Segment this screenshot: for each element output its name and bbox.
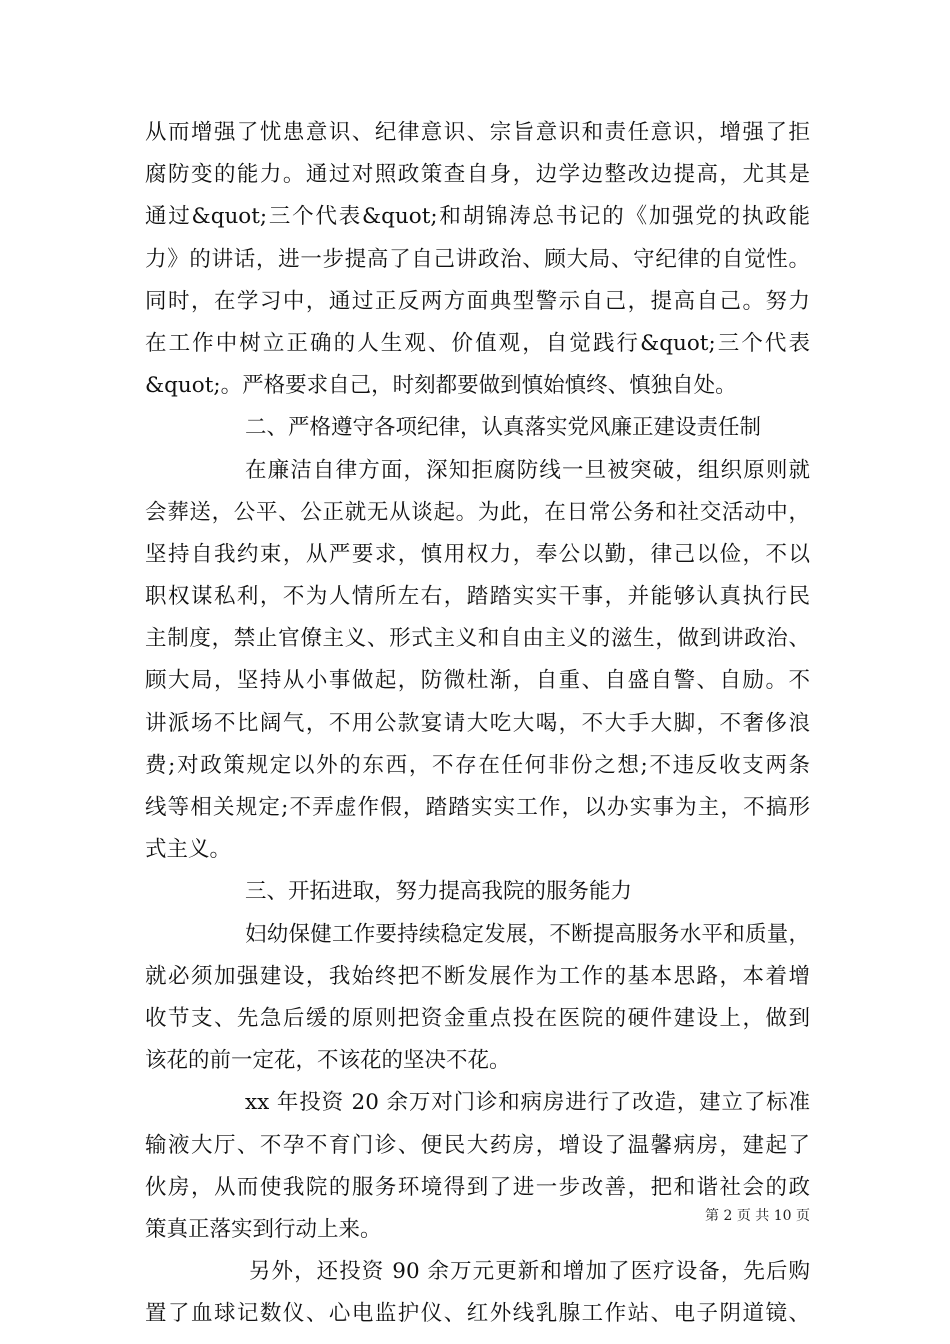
paragraph-line: 主制度，禁止官僚主义、形式主义和自由主义的滋生，做到讲政治、 (145, 626, 810, 652)
paragraph-line: 伙房，从而使我院的服务环境得到了进一步改善，把和谐社会的政 (145, 1174, 810, 1200)
paragraph-line: 在工作中树立正确的人生观、价值观，自觉践行&quot;三个代表 (145, 330, 810, 356)
paragraph-line: 通过&quot;三个代表&quot;和胡锦涛总书记的《加强党的执政能 (145, 204, 810, 230)
paragraph-line: 顾大局，坚持从小事做起，防微杜渐，自重、自盛自警、自励。不 (145, 668, 810, 694)
paragraph-line: 就必须加强建设，我始终把不断发展作为工作的基本思路，本着增 (145, 963, 810, 989)
paragraph-line: 收节支、先急后缓的原则把资金重点投在医院的硬件建设上，做到 (145, 1005, 810, 1031)
paragraph-line: 妇幼保健工作要持续稳定发展，不断提高服务水平和质量， (245, 921, 810, 947)
paragraph-line: xx 年投资 20 余万对门诊和病房进行了改造，建立了标准 (245, 1090, 810, 1116)
paragraph-line: 式主义。 (145, 837, 232, 863)
paragraph-line: 会葬送，公平、公正就无从谈起。为此，在日常公务和社交活动中， (145, 499, 810, 525)
paragraph-line: 力》的讲话，进一步提高了自己讲政治、顾大局、守纪律的自觉性。 (145, 246, 810, 272)
paragraph-line: 另外，还投资 90 余万元更新和增加了医疗设备，先后购 (249, 1259, 810, 1285)
paragraph-line: 讲派场不比阔气，不用公款宴请大吃大喝，不大手大脚，不奢侈浪 (145, 710, 810, 736)
paragraph-line: 同时，在学习中，通过正反两方面典型警示自己，提高自己。努力 (145, 288, 810, 314)
paragraph-line: 策真正落实到行动上来。 (145, 1216, 382, 1242)
page-number: 第 2 页 共 10 页 (705, 1208, 810, 1224)
paragraph-line: 腐防变的能力。通过对照政策查自身，边学边整改边提高，尤其是 (145, 162, 810, 188)
paragraph-line: 输液大厅、不孕不育门诊、便民大药房，增设了温馨病房，建起了 (145, 1132, 810, 1158)
paragraph-line: 置了血球记数仪、心电监护仪、红外线乳腺工作站、电子阴道镜、 (145, 1301, 810, 1327)
paragraph-line: 坚持自我约束，从严要求，慎用权力，奉公以勤，律己以俭，不以 (145, 541, 810, 567)
paragraph-line: 费;对政策规定以外的东西，不存在任何非份之想;不违反收支两条 (145, 752, 810, 778)
paragraph-line: 在廉洁自律方面，深知拒腐防线一旦被突破，组织原则就 (245, 457, 810, 483)
paragraph-line: &quot;。严格要求自己，时刻都要做到慎始慎终、慎独自处。 (145, 373, 737, 399)
paragraph-line: 从而增强了忧患意识、纪律意识、宗旨意识和责任意识，增强了拒 (145, 120, 810, 145)
paragraph-line: 职权谋私利，不为人情所左右，踏踏实实干事，并能够认真执行民 (145, 584, 810, 610)
paragraph-line: 该花的前一定花，不该花的坚决不花。 (145, 1048, 511, 1074)
body-text (145, 112, 810, 1335)
section-heading: 三、开拓进取，努力提高我院的服务能力 (245, 879, 633, 905)
paragraph-line: 线等相关规定;不弄虚作假，踏踏实实工作，以办实事为主，不搞形 (145, 795, 810, 820)
section-heading: 二、严格遵守各项纪律，认真落实党风廉正建设责任制 (245, 415, 762, 441)
